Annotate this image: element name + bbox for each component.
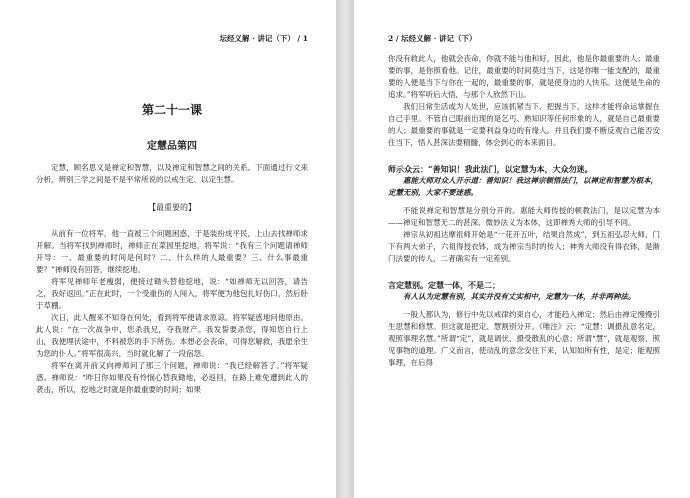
body-paragraph: 次日，此人醒来不知身在何处，看到将军便请求原谅。将军疑惑地问他原由。此人说：“在一次战争中，您杀我兄，夺我财产。我发誓要杀您，得知您自行上山，我便埋伏途中，不料被您的手下所伤。本想必会丧命，可得您解救，我愿余生为您的仆人。”将军很高兴，当时就化解了一段宿怨。: [36, 313, 308, 358]
body-paragraph: 不能说禅定和智慧是分别分开的。惠能大师传授的顿教法门，是以定慧为本——禅定和智慧无二的甚深、微妙法义为本体，这即禅秀大师的引导不同。: [388, 206, 660, 227]
body-paragraph: 将军在离开前又向禅师问了那三个问题，禅师说：“我已经解答了。”将军疑惑。禅师说：“昨日你如果没有怜悯心替我锄地，必返回，在路上难免遭到此人的袭击，所以，挖地之时就是你最重要的时间；如果: [36, 361, 308, 394]
running-head-left: 坛经义解 · 讲记（下） / 1: [219, 34, 308, 43]
sutra-verse-title: 言定慧别。定慧一体，不是二；: [388, 280, 500, 290]
body-paragraph: 禅宗从初祖达摩祖师开始是“一花开五叶，结果自然成”，到五祖弘忍大师，门下有两大弟子，六祖得授衣钵，成为禅宗当时的传人；神秀大师没有得衣钵，是渐门法要的传人，二者确实有一定差别。: [388, 230, 660, 263]
body-paragraph: 我们日常生活或为人处世，应该抓紧当下、把握当下，这样才能将命运掌握在自己手里。不管自己眼前出现的是乞丐、熟知识等任何形象的人，就是自己最重要的人；最重要的事就是一定要利益身边的有缘人。并且我们要不断反观自己能否安住当下，悟入甚深法要精髓，体会到心的本来面目。: [388, 102, 660, 147]
sutra-verse-title: 师示众云：“善知识！我此法门，以定慧为本，大众勿迷。: [388, 164, 593, 174]
page-gutter: [336, 0, 354, 498]
chapter-title: 定慧品第四: [147, 141, 197, 152]
sutra-verse-note: 惠能大师对众人开示道：善知识！我这禅宗顿悟法门，以禅定和智慧为根本，定慧无别，大家不要迷惑。: [388, 176, 658, 197]
intro-paragraph: 定慧，顾名思义是禅定和智慧，以及禅定和智慧之间的关系。下面通过行文来分析，辨别三学之间是不是平常所说的以戒生定、以定生慧。: [36, 163, 308, 184]
section-heading: 【最重要的】: [148, 203, 196, 212]
sutra-verse-note: 有人认为定慧有别，其实并没有丈实相中，定慧为一体，并非两种法。: [403, 292, 636, 301]
sutra-verse-2: [388, 279, 660, 303]
right-page: [354, 0, 690, 498]
body-paragraph: 将军见禅师年老瘦弱，便接过锄头替他挖地，说：“如禅师无以回答，请告之，我好返回。”正在此时，一个受重伤的人闯入，将军便为他包扎好伤口，然后卧于草棚。: [36, 277, 308, 310]
body-paragraph: 从前有一位将军，他一直被三个问题困惑，于是装扮成平民，上山去找禅师求开解。当将军找到禅师时，禅师正在菜园里挖地，将军说：“我有三个问题请禅师开导：一、最重要的时间是何时？二、什么样的人最重要？三、什么事最重要？”禅师没有回答，继续挖地。: [36, 229, 308, 274]
body-paragraph: 你没有救此人，他就会丧命，你就不能与他和好，因此，他是你最重要的人；最重要的事，是你照看他。记住，最重要的时间莫过当下，这是你唯一能支配的，最重要的人便是当下与你在一起的，最重要的事，就是使身边的人快乐。这便是生命的追求。”将军听后大悟，与那个人欣然下山。: [388, 54, 660, 99]
lesson-title: 第二十一课: [141, 103, 202, 117]
body-paragraph: 一般人都认为，修行中先以戒律约束自心，才能趋入禅定；然后由禅定慢慢引生思慧和修慧。但这就是把定、慧割别分开。《唯注》云：“定慧：调摄乱意名定，观照事理名慧。”所谓“定”，就是调伏、摄受散乱的心意；所谓“慧”，就是观察、照见事物的道理。广义而言，使动乱的意念安住下来，认知如所有性，是定；能观照事理，在后得: [388, 310, 660, 367]
left-page: [0, 0, 336, 498]
sutra-verse-1: [388, 163, 660, 199]
running-head-right: 2 / 坛经义解 · 讲记（下）: [388, 34, 477, 43]
